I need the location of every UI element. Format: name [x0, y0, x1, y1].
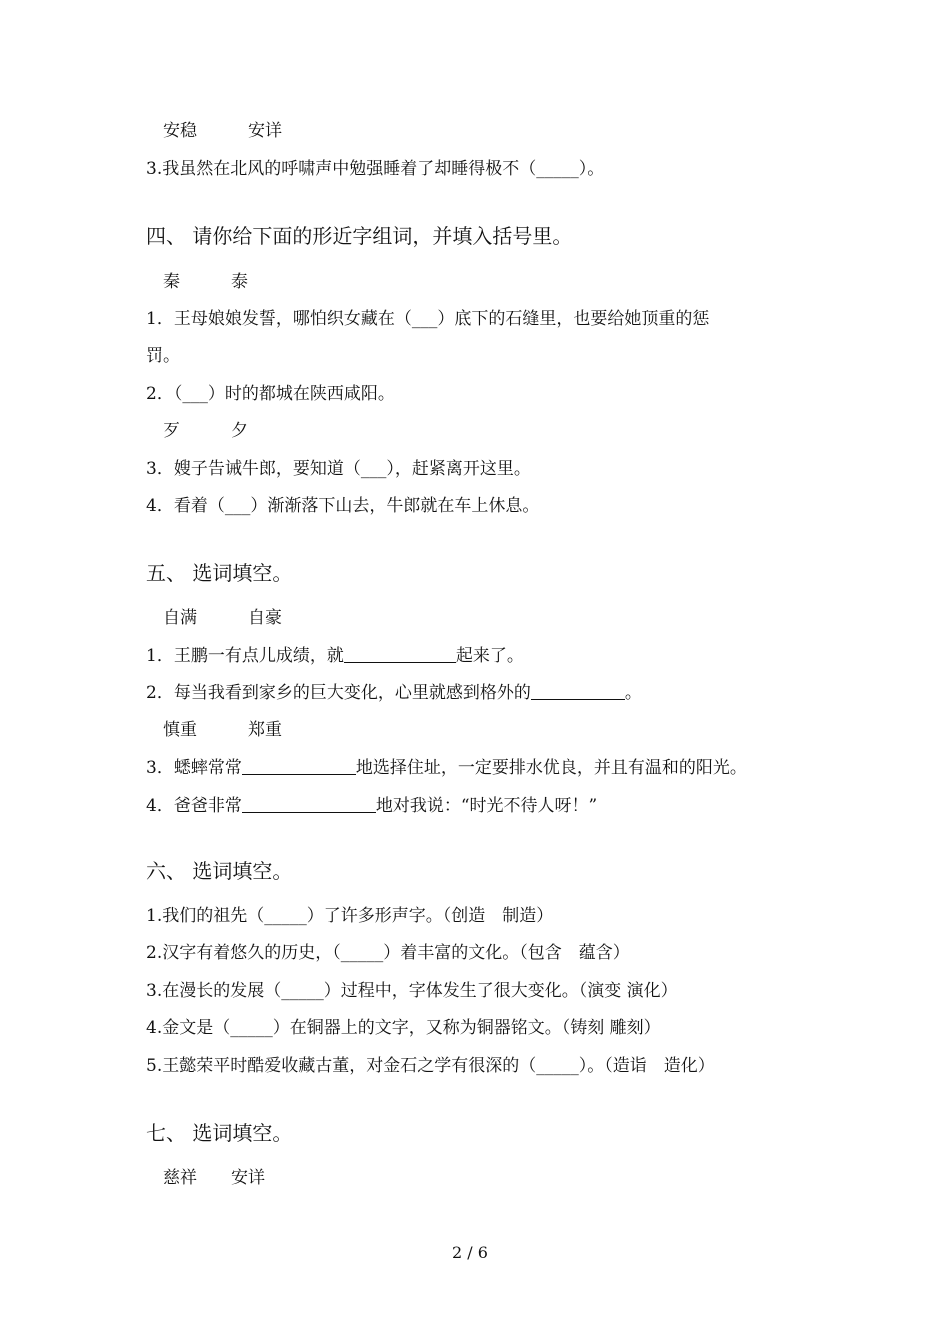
word-pair: 慈祥 安详: [163, 1168, 265, 1188]
question-line: 4.金文是（_____）在铜器上的文字，又称为铜器铭文。（铸刻 雕刻）: [146, 1018, 661, 1038]
section-heading: 四、 请你给下面的形近字组词，并填入括号里。: [146, 224, 573, 248]
question-line: [146, 795, 597, 817]
answer-blank[interactable]: [344, 645, 456, 663]
answer-blank[interactable]: [242, 795, 376, 813]
section-heading: 六、 选词填空。: [146, 859, 293, 883]
question-line: 3．嫂子告诫牛郎，要知道（___），赶紧离开这里。: [146, 459, 531, 479]
question-line: 2.汉字有着悠久的历史，（_____）着丰富的文化。（包含 蕴含）: [146, 943, 630, 963]
question-line: [146, 682, 642, 704]
answer-blank[interactable]: [531, 682, 625, 700]
question-line: 3.我虽然在北风的呼啸声中勉强睡着了却睡得极不（_____）。: [146, 159, 605, 179]
question-line: 罚。: [146, 346, 180, 366]
word-pair: 秦 泰: [163, 272, 248, 292]
page-number: 2 / 6: [452, 1243, 488, 1262]
section-heading: 七、 选词填空。: [146, 1121, 293, 1145]
question-text: 地对我说：“时光不待人呀！”: [375, 796, 598, 816]
question-text: 起来了。: [455, 646, 524, 666]
question-line: [146, 757, 747, 779]
question-text: 地选择住址，一定要排水优良，并且有温和的阳光。: [355, 758, 747, 778]
question-text: 4．爸爸非常: [146, 796, 242, 816]
word-pair: 安稳 安详: [163, 121, 282, 141]
question-line: 1.我们的祖先（_____）了许多形声字。（创造 制造）: [146, 906, 554, 926]
word-pair: 歹 夕: [163, 421, 248, 441]
answer-blank[interactable]: [242, 757, 356, 775]
question-line: 1．王母娘娘发誓，哪怕织女藏在（___）底下的石缝里，也要给她顶重的惩: [146, 309, 710, 329]
word-pair: 自满 自豪: [163, 608, 282, 628]
section-heading: 五、 选词填空。: [146, 561, 293, 585]
question-text: 2．每当我看到家乡的巨大变化，心里就感到格外的: [146, 683, 531, 703]
question-line: 4．看着（___）渐渐落下山去，牛郎就在车上休息。: [146, 496, 540, 516]
question-line: 3.在漫长的发展（_____）过程中，字体发生了很大变化。（演变 演化）: [146, 981, 678, 1001]
word-pair: 慎重 郑重: [163, 720, 282, 740]
question-line: 5.王懿荣平时酷爱收藏古董，对金石之学有很深的（_____）。（造诣 造化）: [146, 1056, 715, 1076]
question-text: 。: [624, 683, 642, 703]
question-line: 2．（___）时的都城在陕西咸阳。: [146, 384, 395, 404]
question-line: [146, 645, 524, 667]
question-text: 3．蟋蟀常常: [146, 758, 242, 778]
question-text: 1．王鹏一有点儿成绩，就: [146, 646, 344, 666]
